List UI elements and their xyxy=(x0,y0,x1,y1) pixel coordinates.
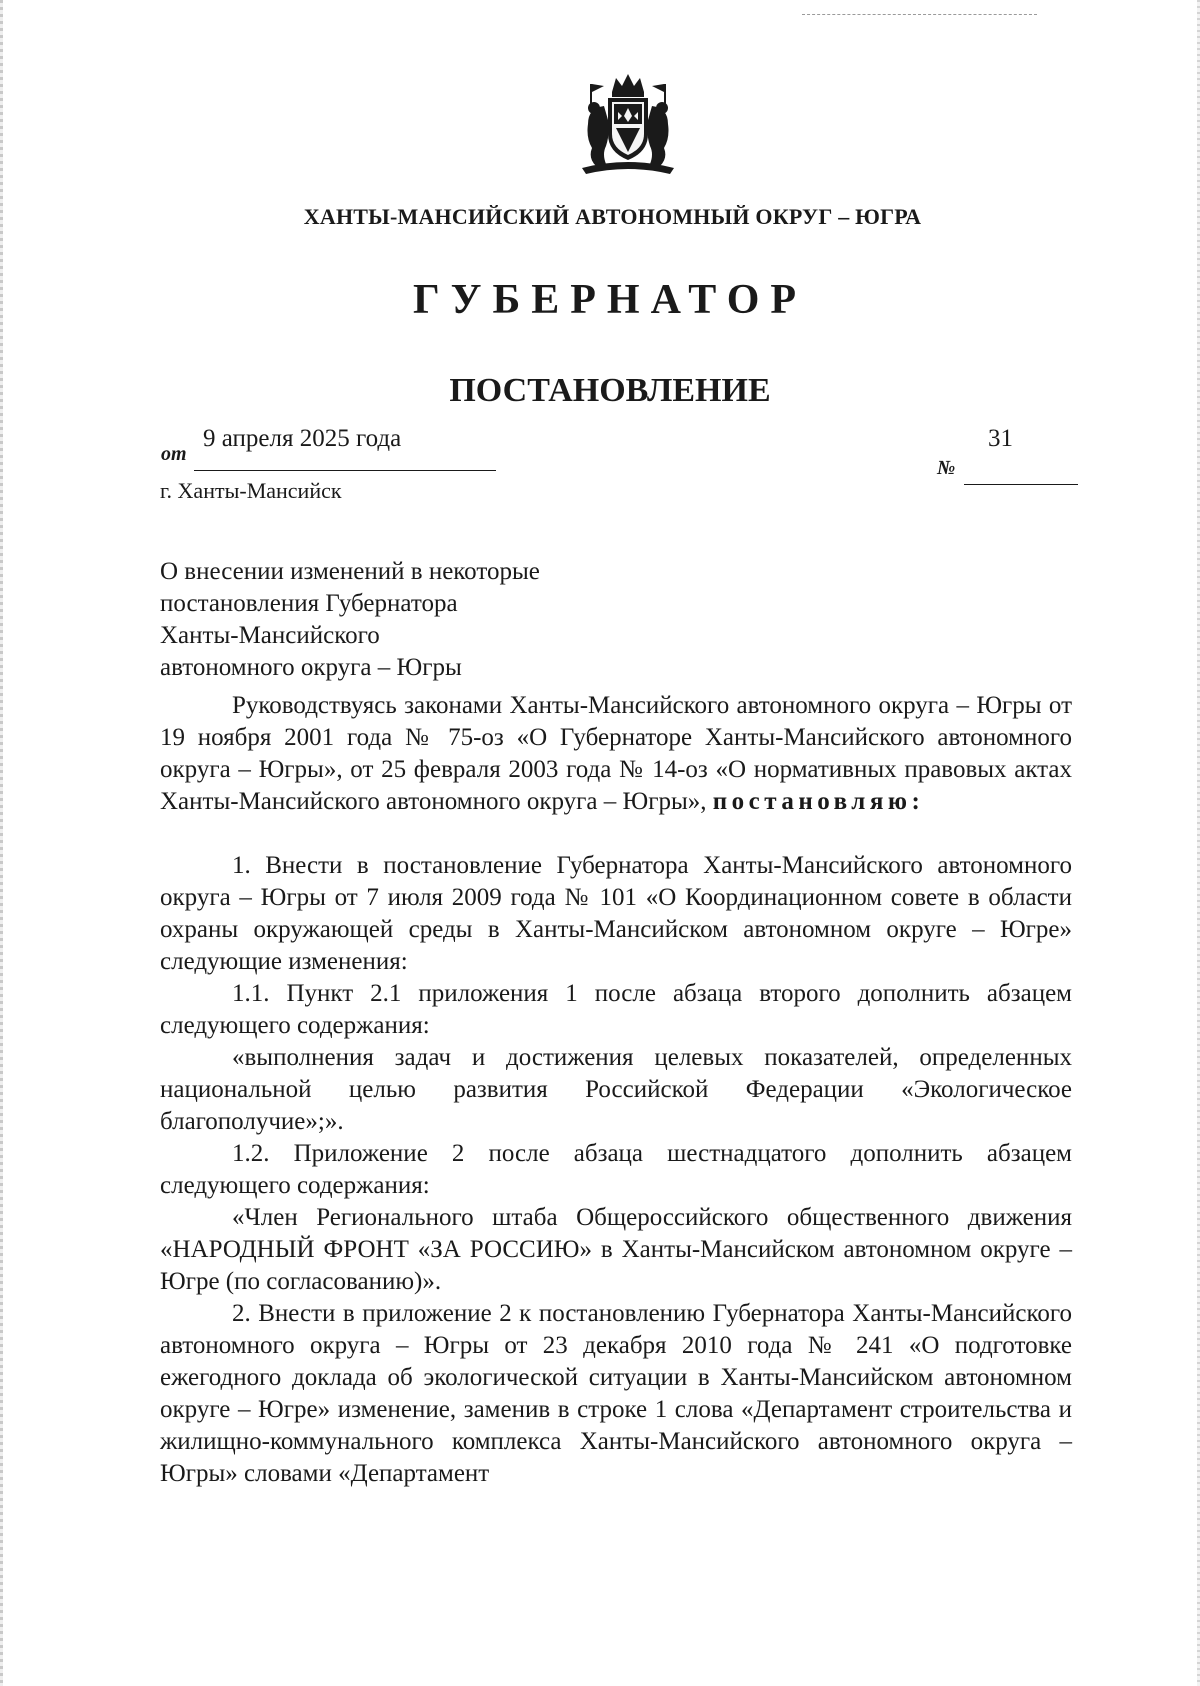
scan-mark-line xyxy=(802,14,1037,15)
paragraph-1-1-quote: «выполнения задач и достижения целевых показателей, определенных национальной целью развития Российской Федерации «Экологическое благополучие»;». xyxy=(160,1044,1072,1135)
document-date: 9 апреля 2025 года xyxy=(203,425,402,452)
paragraph-1-2-quote: «Член Регионального штаба Общероссийского общественного движения «НАРОДНЫЙ ФРОНТ «ЗА РОССИЮ» в Ханты-Мансийском автономном округе – Югре (по согласованию)». xyxy=(160,1204,1072,1295)
document-type-heading: ПОСТАНОВЛЕНИЕ xyxy=(449,372,771,409)
paragraph-1: 1. Внести в постановление Губернатора Ханты-Мансийского автономного округа – Югры от 7 июля 2009 года № 101 «О Координационном совете в области охраны окружающей среды в Ханты-Мансийском автономном округе – Югре» следующие изменения: xyxy=(160,852,1072,975)
date-underline xyxy=(194,470,496,471)
subject-line: О внесении изменений в некоторые xyxy=(160,558,540,585)
document-body xyxy=(160,690,1072,1490)
region-heading: ХАНТЫ-МАНСИЙСКИЙ АВТОНОМНЫЙ ОКРУГ – ЮГРА xyxy=(303,204,922,229)
date-prefix-label: от xyxy=(161,443,187,465)
subject-line: постановления Губернатора xyxy=(160,590,458,617)
decree-word: постановляю: xyxy=(712,788,925,815)
number-prefix-label: № xyxy=(937,457,956,479)
document-number: 31 xyxy=(988,425,1013,452)
paragraph-1-2: 1.2. Приложение 2 после абзаца шестнадцатого дополнить абзацем следующего содержания: xyxy=(160,1140,1072,1199)
paragraph-2: 2. Внести в приложение 2 к постановлению Губернатора Ханты-Мансийского автономного округа – Югры от 23 декабря 2010 года № 241 «О подготовке ежегодного доклада об экологической ситуации в Ханты-Мансийском автономном округе – Югре» изменение, заменив в строке 1 слова «Департамент строительства и жилищно-коммунального комплекса Ханты-Мансийского автономного округа – Югры» словами «Департамент xyxy=(160,1300,1072,1487)
subject-line: Ханты-Мансийского xyxy=(160,622,380,649)
city-label: г. Ханты-Мансийск xyxy=(160,478,342,503)
number-underline xyxy=(964,484,1078,485)
paragraph-1-1: 1.1. Пункт 2.1 приложения 1 после абзаца второго дополнить абзацем следующего содержания: xyxy=(160,980,1072,1039)
paragraph-gap xyxy=(160,818,1072,850)
preamble-paragraph xyxy=(160,690,1072,818)
document-subject xyxy=(160,556,720,684)
governor-title: ГУБЕРНАТОР xyxy=(412,277,808,323)
coat-of-arms-icon xyxy=(574,72,682,176)
preamble-text: Руководствуясь законами Ханты-Мансийского автономного округа – Югры от 19 ноября 2001 года № 75-оз «О Губернаторе Ханты-Мансийского автономного округа – Югры», от 25 февраля 2003 года № 14-оз «О нормативных правовых актах Ханты-Мансийского автономного округа – Югры», xyxy=(160,692,1072,815)
scan-edge-left xyxy=(0,0,3,1686)
subject-line: автономного округа – Югры xyxy=(160,654,462,681)
